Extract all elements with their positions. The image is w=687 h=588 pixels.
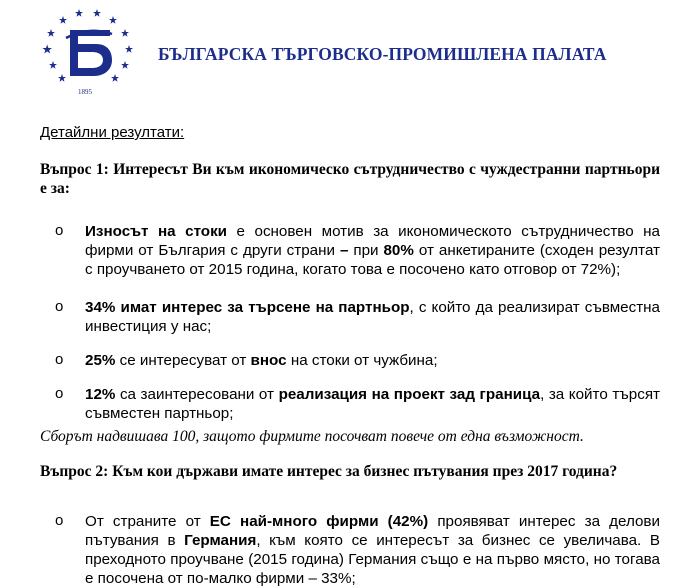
section-label: Детайлни резултати: (40, 124, 185, 141)
bullet-marker: o (55, 385, 64, 402)
question-1-title: Въпрос 1: Интересът Ви към икономическо сътрудничество с чуждестранни партньори е за: (40, 161, 660, 197)
bullet-marker: o (55, 512, 64, 529)
bullet-marker: o (55, 222, 64, 239)
chamber-emblem-icon (36, 8, 140, 96)
list-item: 12% са заинтересовани от реализация на проект зад граница, за който търсят съвместен партньор; (85, 386, 660, 422)
list-item: 34% имат интерес за търсене на партньор, с който да реализират съвместна инвестиция у нас; (85, 299, 660, 335)
list-item: 25% се интересуват от внос на стоки от чужбина; (85, 352, 438, 369)
question-2-title: Въпрос 2: Към кои държави имате интерес за бизнес пътувания през 2017 година? (40, 463, 618, 480)
bullet-marker: o (55, 351, 64, 368)
list-item: Износът на стоки е основен мотив за икономическото сътрудничество на фирми от България с други страни – при 80% от анкетираните (сходен резултат с проучването от 2015 година, когато това е посочено като отговор от 72%); (85, 223, 661, 278)
footnote: Сборът надвишава 100, защото фирмите посочват повече от една възможност. (40, 428, 584, 445)
list-item: От страните от ЕС най-много фирми (42%) проявяват интерес за делови пътувания в Германия, към която се интересът за бизнес се увеличава. В преходното проучване (2015 година) Германия също е на първо място, но тогава е посочена от по-малко фирми – 33%; (85, 513, 660, 587)
bullet-marker: o (55, 298, 64, 315)
logo-year: 1895 (78, 88, 92, 96)
chamber-logo (36, 8, 140, 96)
organization-name: БЪЛГАРСКА ТЪРГОВСКО-ПРОМИШЛЕНА ПАЛАТА (158, 44, 607, 64)
